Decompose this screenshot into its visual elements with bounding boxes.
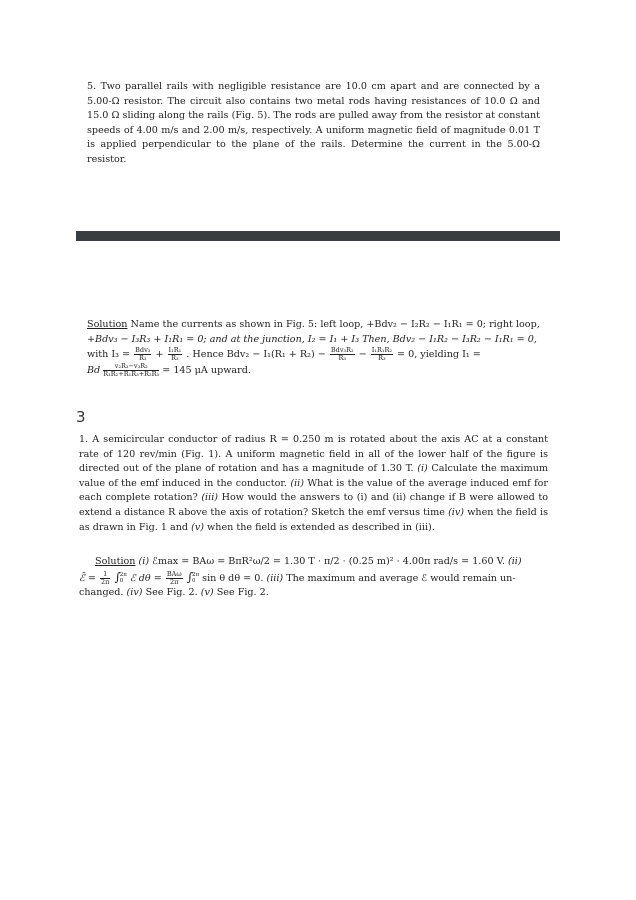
solution-5-line-3: with I₃ = $\frac{\text{Bdv₃}}{\text{R₃}}$ + $\frac{\text{I₁R₁}}{\text{R₃}}$ . Hence Bdv₂ − I₁(R₁ + R₂) − $\frac{\text{Bdv₃R₂}}{\text{R₃}}$ − $\frac{\text{I₁R₁R₂}}{\text{R₃}}$ = 0, yielding I₁ = <box>87 346 481 363</box>
fraction: $\frac{\text{I₁R₁}}{\text{R₃}}$ <box>168 346 182 363</box>
solution-1-line-1: Solution (i) ℰmax = BAω = BπR²ω/2 = 1.30 T · π/2 · (0.25 m)² · 4.00π rad/s = 1.60 V. (ii) <box>95 556 522 567</box>
section-number: 3 <box>76 408 86 426</box>
fraction: $\frac{\text{v₂R₃−v₃R₂}}{\text{R₁R₂+R₁R₃+R₂R₃}}$ <box>103 361 160 378</box>
solution-heading: Solution <box>87 319 128 330</box>
solution-5-line-2: +Bdv₃ − I₃R₃ + I₁R₁ = 0; and at the junction, I₂ = I₁ + I₃ Then, Bdv₂ − I₁R₂ − I₃R₂ − I₁R₁ = 0, <box>87 333 537 345</box>
solution-1-line-2: ℰ̄ = $\frac{1}{2\pi}$ ∫ 2π 0 ℰ dθ = $\frac{\text{BAω}}{2\pi}$ ∫ 2π 0 sin θ dθ = 0. (iii) The maximum and average ℰ would remain un- <box>79 569 516 586</box>
fraction: $\frac{1}{2\pi}$ <box>100 569 110 586</box>
integral-limits: 2π 0 <box>191 572 200 585</box>
page-separator-bar <box>76 231 560 241</box>
solution-5-line-1: Solution Name the currents as shown in Fig. 5: left loop, +Bdv₂ − I₂R₂ − I₁R₁ = 0; right loop, <box>87 319 540 330</box>
solution-5-line-4: Bd $\frac{\text{v₂R₃−v₃R₂}}{\text{R₁R₂+R₁R₃+R₂R₃}}$ = 145 μA upward. <box>87 361 251 378</box>
fraction: $\frac{\text{I₁R₁R₂}}{\text{R₃}}$ <box>371 346 392 363</box>
problem-1-text: 1. A semicircular conductor of radius R = 0.250 m is rotated about the axis AC at a constant rate of 120 rev/min (Fig. 1). A uniform magnetic field in all of the lower half of the figure is directed out of the plane of rotation and has a magnitude of 1.30 T. (i) Calculate the maximum value of the emf induced in the conductor. (ii) What is the value of the average induced emf for each complete rotation? (iii) How would the answers to (i) and (ii) change if B were allowed to extend a distance R above the axis of rotation? Sketch the emf versus time (iv) when the field is as drawn in Fig. 1 and (v) when the field is extended as described in (iii). <box>79 434 548 533</box>
solution-1-line-3: changed. (iv) See Fig. 2. (v) See Fig. 2. <box>79 587 269 599</box>
fraction: $\frac{\text{Bdv₃R₂}}{\text{R₃}}$ <box>330 346 354 363</box>
fraction: $\frac{\text{BAω}}{2\pi}$ <box>166 569 182 586</box>
integral-limits: 2π 0 <box>119 572 127 585</box>
solution-5 <box>87 318 540 378</box>
problem-5-text: 5. Two parallel rails with negligible resistance are 10.0 cm apart and are connected by a 5.00-Ω resistor. The circuit also contains two metal rods having resistances of 10.0 Ω and 15.0 Ω sliding along the rails (Fig. 5). The rods are pulled away from the resistor at constant speeds of 4.00 m/s and 2.00 m/s, respectively. A uniform magnetic field of magnitude 0.01 T is applied perpendicular to the plane of the rails. Determine the current in the 5.00-Ω resistor. <box>87 81 540 165</box>
solution-heading: Solution <box>95 556 136 567</box>
fraction: $\frac{\text{Bdv₃}}{\text{R₃}}$ <box>135 346 151 363</box>
solution-1 <box>79 555 548 601</box>
